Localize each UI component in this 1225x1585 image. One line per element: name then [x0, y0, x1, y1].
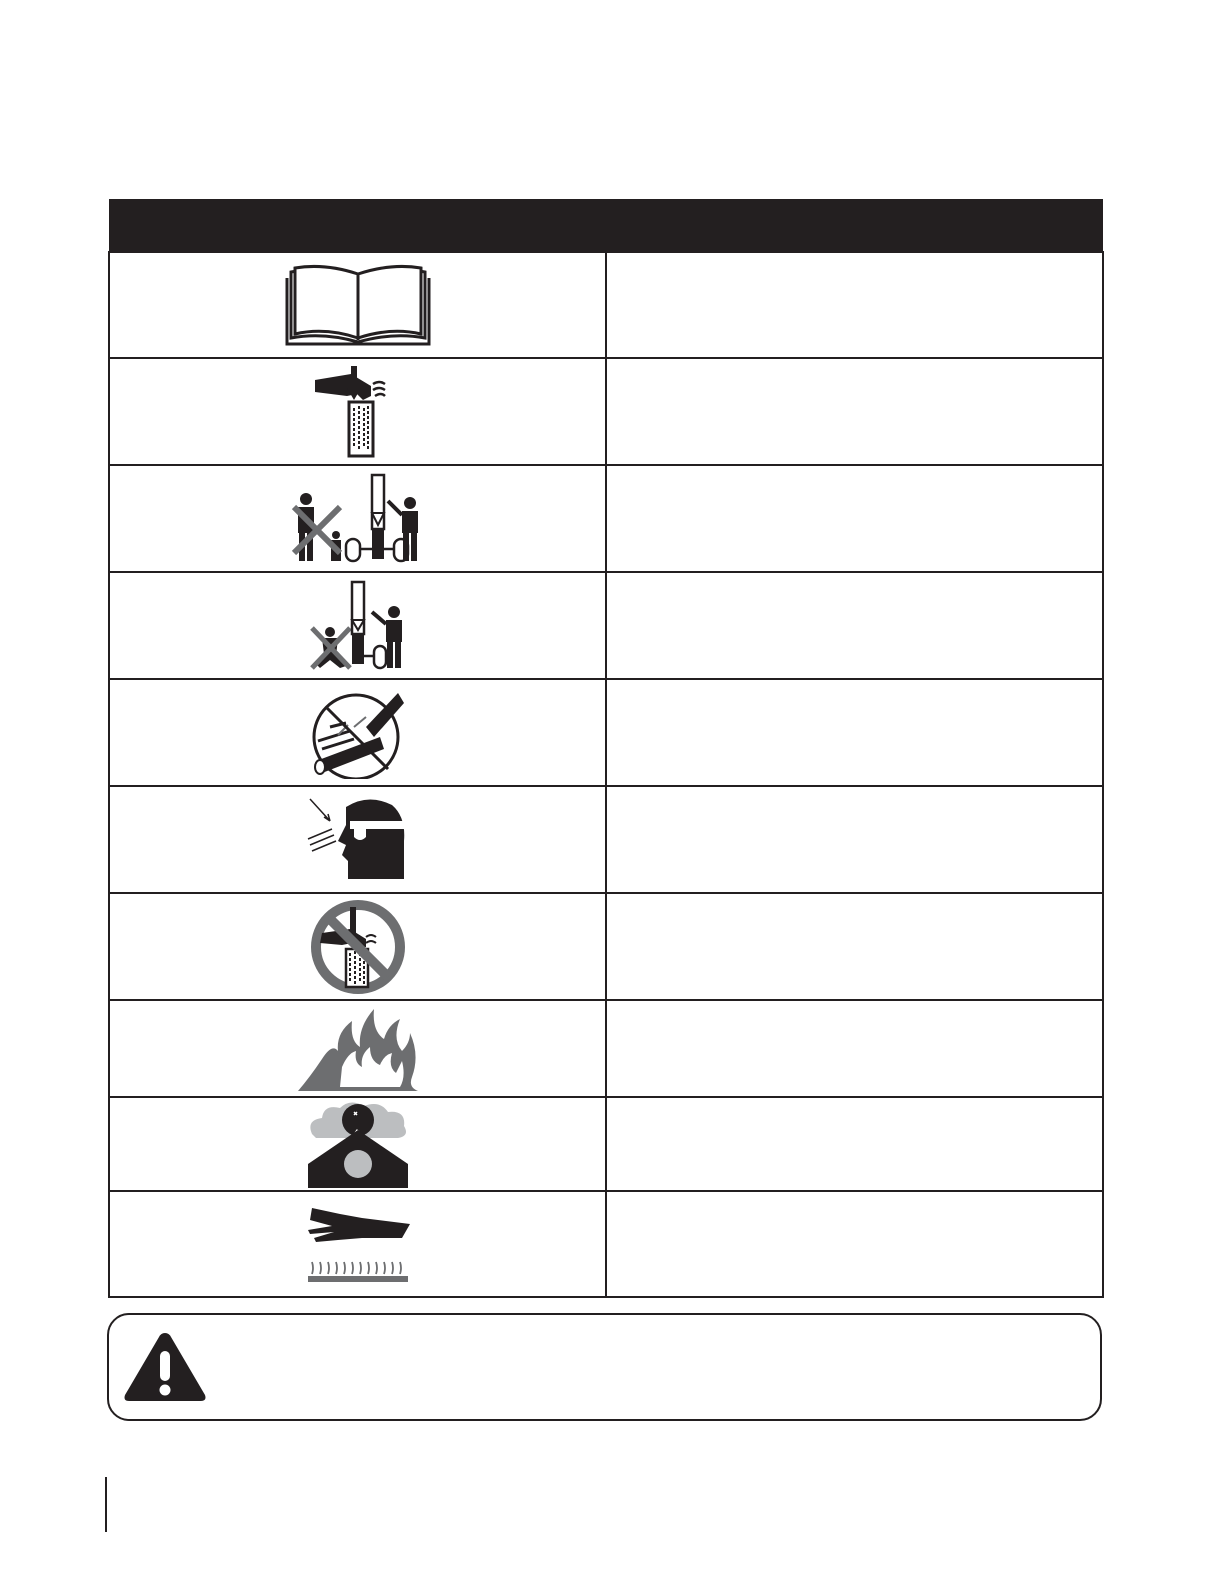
icon-cell	[109, 893, 606, 1000]
icon-cell	[109, 465, 606, 572]
symbol-description	[606, 893, 1103, 1000]
symbol-description	[606, 1097, 1103, 1191]
symbol-description	[606, 679, 1103, 786]
symbol-description	[606, 252, 1103, 358]
symbol-description	[606, 572, 1103, 679]
one-operator-only-icon	[288, 473, 428, 565]
hot-surface-icon	[306, 1204, 410, 1284]
table-row	[109, 893, 1103, 1000]
table-row	[109, 1000, 1103, 1097]
operators-manual-icon	[283, 264, 433, 346]
icon-cell	[109, 1191, 606, 1297]
page-rule	[105, 1477, 107, 1532]
icon-cell	[109, 786, 606, 893]
keep-bystanders-away-icon	[306, 580, 410, 672]
fire-hazard-icon	[296, 1007, 420, 1091]
table-row	[109, 358, 1103, 465]
symbol-description	[606, 1191, 1103, 1297]
warning-box	[107, 1313, 1102, 1421]
icon-cell	[109, 679, 606, 786]
toxic-fumes-icon	[306, 1100, 410, 1188]
icon-cell	[109, 358, 606, 465]
icon-cell	[109, 1000, 606, 1097]
warning-triangle-icon	[121, 1329, 209, 1405]
symbol-description	[606, 1000, 1103, 1097]
no-hands-near-wedge-icon	[308, 899, 408, 995]
symbol-description	[606, 786, 1103, 893]
table-row	[109, 1097, 1103, 1191]
table-row	[109, 252, 1103, 358]
table-header-row	[109, 199, 1103, 252]
table-row	[109, 465, 1103, 572]
table-row	[109, 786, 1103, 893]
symbol-description	[606, 465, 1103, 572]
no-hands-log-hazard-icon	[310, 687, 406, 779]
table-row	[109, 679, 1103, 786]
table-header	[109, 199, 1103, 252]
wear-eye-protection-icon	[306, 795, 410, 885]
symbol-description	[606, 358, 1103, 465]
safety-symbols-table	[108, 199, 1104, 1298]
crushing-hand-hazard-icon	[313, 366, 403, 458]
table-row	[109, 572, 1103, 679]
table-row	[109, 1191, 1103, 1297]
icon-cell	[109, 572, 606, 679]
icon-cell	[109, 1097, 606, 1191]
icon-cell	[109, 252, 606, 358]
